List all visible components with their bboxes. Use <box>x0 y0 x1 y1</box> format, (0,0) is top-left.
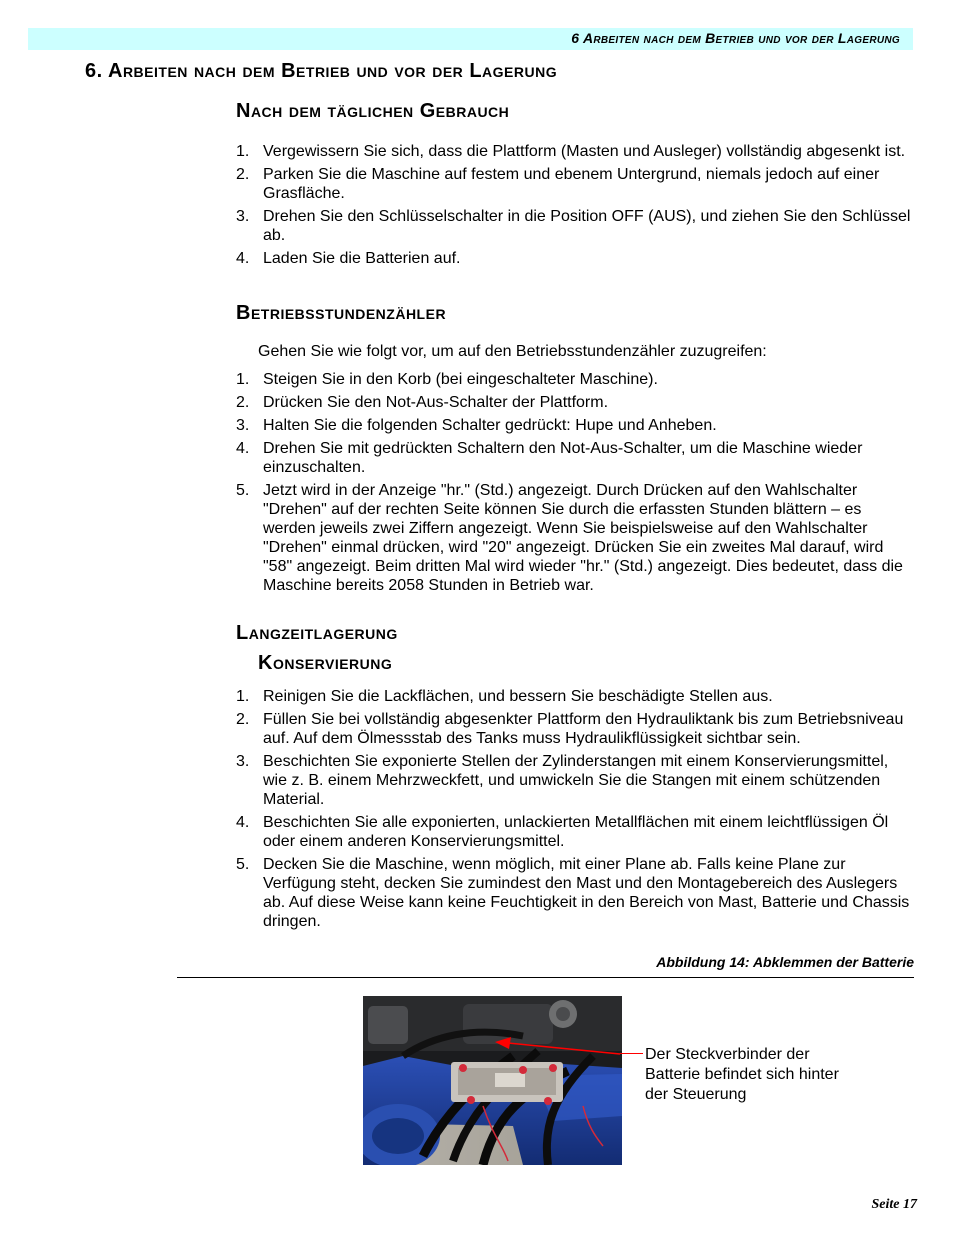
chapter-title: 6. Arbeiten nach dem Betrieb und vor der Lagerung <box>85 60 558 82</box>
callout-leader-line <box>620 1053 643 1054</box>
step-number: 1. <box>236 143 250 160</box>
step-number: 4. <box>236 250 250 267</box>
daily-steps-list <box>236 142 916 272</box>
list-item <box>236 687 916 706</box>
step-text: Füllen Sie bei vollständig abgesenkter Plattform den Hydrauliktank bis zum Betriebsniveau auf. Auf dem Ölmessstab des Tanks muss Hydraulikflüssigkeit sichtbar sein. <box>263 711 904 747</box>
running-header-title: 6 Arbeiten nach dem Betrieb und vor der Lagerung <box>571 30 900 46</box>
hours-intro-text: Gehen Sie wie folgt vor, um auf den Betriebsstundenzähler zuzugreifen: <box>258 343 767 360</box>
figure-caption: Abbildung 14: Abklemmen der Batterie <box>656 954 914 970</box>
list-item <box>236 393 916 412</box>
step-number: 5. <box>236 482 250 499</box>
list-item <box>236 249 916 268</box>
storage-steps-list <box>236 687 916 935</box>
hours-steps-list <box>236 370 916 599</box>
subsection-title-conservation: Konservierung <box>258 652 393 674</box>
step-number: 1. <box>236 371 250 388</box>
section-title-daily: Nach dem täglichen Gebrauch <box>236 100 510 122</box>
step-number: 5. <box>236 856 250 873</box>
step-number: 4. <box>236 814 250 831</box>
figure-callout: Der Steckverbinder der Batterie befindet sich hinter der Steuerung <box>645 1046 839 1103</box>
step-number: 2. <box>236 166 250 183</box>
step-text: Parken Sie die Maschine auf festem und ebenem Untergrund, niemals jedoch auf einer Grasfläche. <box>263 166 880 202</box>
list-item <box>236 813 916 851</box>
list-item <box>236 416 916 435</box>
step-text: Beschichten Sie exponierte Stellen der Zylinderstangen mit einem Konservierungsmittel, wie z. B. einem Mehrzweckfett, und umwickeln Sie die Stangen mit einem schützenden Material. <box>263 753 889 808</box>
list-item <box>236 165 916 203</box>
step-number: 1. <box>236 688 250 705</box>
list-item <box>236 855 916 931</box>
step-text: Decken Sie die Maschine, wenn möglich, mit einer Plane ab. Falls keine Plane zur Verfügung steht, decken Sie zumindest den Mast und den Montagebereich des Auslegers ab. Auf diese Weise kann keine Feuchtigkeit in den Bereich von Mast, Batterie und Chassis dringen. <box>263 856 910 930</box>
step-text: Jetzt wird in der Anzeige "hr." (Std.) angezeigt. Durch Drücken auf den Wahlschalter "Drehen" auf der rechten Seite können Sie durch die erfassten Stunden blättern – es werden jeweils zwei Ziffern angezeigt. Wenn Sie beispielsweise auf den Wahlschalter "Drehen" einmal drücken, wird "20" angezeigt. Drücken Sie ein zweites Mal darauf, wird "58" angezeigt. Beim dritten Mal wird wieder "hr." (Std.) angezeigt. Dies bedeutet, dass die Maschine bereits 2058 Stunden in Betrieb war. <box>263 482 903 594</box>
page-number: Seite 17 <box>871 1197 917 1212</box>
list-item <box>236 439 916 477</box>
step-number: 2. <box>236 711 250 728</box>
step-text: Beschichten Sie alle exponierten, unlackierten Metallflächen mit einem leichtflüssigen Öl oder einem anderen Konservierungsmittel. <box>263 814 889 850</box>
step-number: 4. <box>236 440 250 457</box>
step-text: Vergewissern Sie sich, dass die Plattform (Masten und Ausleger) vollständig abgesenkt ist. <box>263 143 906 160</box>
section-title-hours: Betriebsstundenzähler <box>236 302 447 324</box>
list-item <box>236 142 916 161</box>
list-item <box>236 752 916 809</box>
step-text: Halten Sie die folgenden Schalter gedrückt: Hupe und Anheben. <box>263 417 717 434</box>
list-item <box>236 207 916 245</box>
list-item <box>236 710 916 748</box>
step-number: 3. <box>236 208 250 225</box>
step-text: Steigen Sie in den Korb (bei eingeschalteter Maschine). <box>263 371 658 388</box>
list-item <box>236 370 916 389</box>
step-text: Reinigen Sie die Lackflächen, und bessern Sie beschädigte Stellen aus. <box>263 688 773 705</box>
step-text: Laden Sie die Batterien auf. <box>263 250 461 267</box>
list-item <box>236 481 916 595</box>
step-text: Drehen Sie den Schlüsselschalter in die Position OFF (AUS), und ziehen Sie den Schlüssel ab. <box>263 208 911 244</box>
battery-connector-photo <box>363 996 622 1165</box>
figure-divider <box>177 977 914 978</box>
step-number: 3. <box>236 417 250 434</box>
section-title-storage: Langzeitlagerung <box>236 622 398 644</box>
step-text: Drehen Sie mit gedrückten Schaltern den Not-Aus-Schalter, um die Maschine wieder einzuschalten. <box>263 440 863 476</box>
step-number: 2. <box>236 394 250 411</box>
step-number: 3. <box>236 753 250 770</box>
step-text: Drücken Sie den Not-Aus-Schalter der Plattform. <box>263 394 609 411</box>
